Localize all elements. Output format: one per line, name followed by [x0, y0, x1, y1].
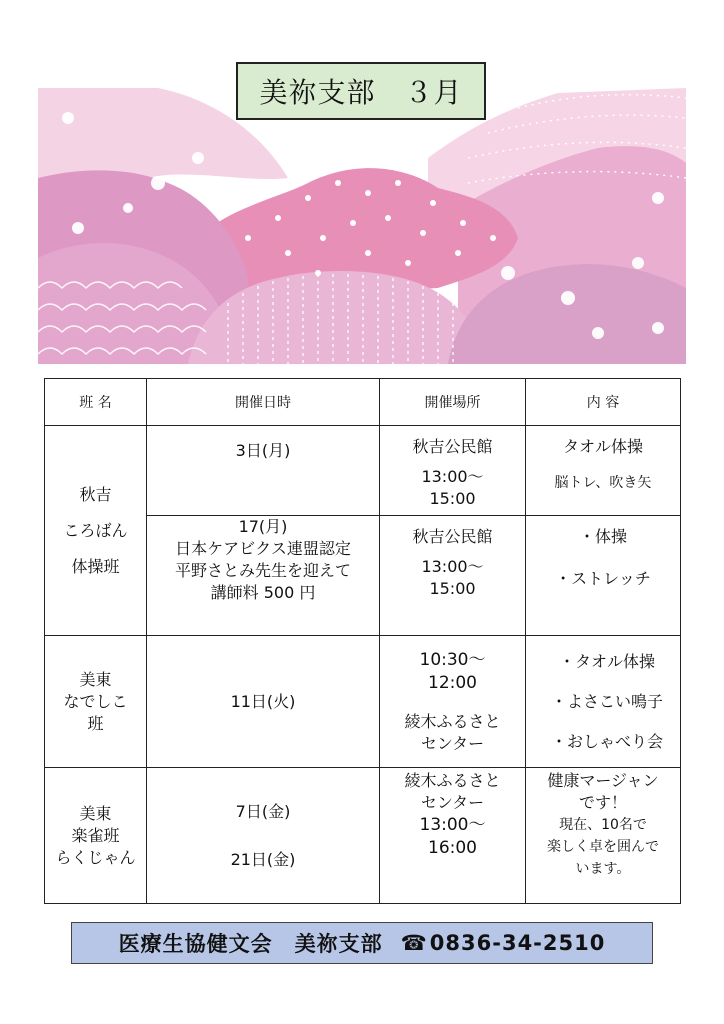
place-line: 12:00 [428, 672, 477, 693]
place-line: 16:00 [428, 838, 477, 858]
place-line: センター [420, 793, 485, 812]
content-line: 現在、10名で [559, 817, 647, 833]
header-group: 班 名 [45, 379, 147, 426]
group-name-line: なでしこ [63, 691, 128, 711]
date-line: 7日(金) [235, 801, 291, 821]
content-cell [526, 768, 681, 904]
content-line: 脳トレ、吹き矢 [554, 475, 652, 491]
header-place: 開催場所 [380, 379, 526, 426]
table-row [45, 768, 681, 904]
place-line: 10:30～ [419, 649, 486, 670]
table-header-row [45, 379, 681, 426]
date-line: 11日(火) [230, 691, 296, 711]
place-line: 13:00～ [419, 815, 486, 835]
group-name-line: 体操班 [71, 556, 120, 576]
page-title-text: 美祢支部 ３月 [259, 76, 463, 109]
group-name-line: ころばん [63, 520, 128, 540]
table-row [45, 426, 681, 516]
content-cell [526, 516, 681, 636]
group-name-line: 楽雀班 [71, 825, 120, 845]
content-cell [526, 426, 681, 516]
date-line: 17(月) [238, 517, 288, 536]
table-row [45, 636, 681, 768]
phone-icon: ☎ [400, 931, 428, 955]
place-line: 秋吉公民館 [412, 527, 493, 546]
date-line: 21日(金) [230, 849, 296, 869]
group-name-line: 美東 [79, 669, 112, 689]
group-cell [45, 426, 147, 636]
page-title [236, 62, 486, 120]
content-line: です！ [578, 793, 627, 812]
place-line: センター [420, 733, 485, 753]
content-line: 楽しく卓を囲んで [547, 839, 659, 855]
place-line: 13:00～ [421, 467, 484, 486]
place-cell [380, 636, 526, 768]
content-cell [526, 636, 681, 768]
place-line: 15:00 [429, 579, 476, 598]
date-cell [147, 516, 380, 636]
place-line: 綾木ふるさと [404, 711, 501, 731]
content-line: ・よさこい鳴子 [550, 691, 663, 711]
footer-phone: 0836-34-2510 [429, 931, 606, 955]
content-line: ・タオル体操 [558, 651, 655, 671]
place-cell [380, 768, 526, 904]
decorative-hills-illustration [38, 88, 686, 364]
schedule-table [44, 378, 681, 904]
footer-banner [71, 922, 653, 964]
group-name-line: 美東 [79, 803, 112, 823]
content-line: タオル体操 [562, 437, 643, 456]
content-line: ・ストレッチ [555, 569, 651, 588]
date-cell [147, 636, 380, 768]
date-cell [147, 768, 380, 904]
date-line: 講師料 500 円 [210, 583, 316, 602]
group-cell [45, 636, 147, 768]
footer-org: 医療生協健文会 美祢支部 [118, 932, 383, 956]
place-cell [380, 426, 526, 516]
group-cell [45, 768, 147, 904]
group-name-line: 秋吉 [79, 484, 112, 504]
date-line: 日本ケアビクス連盟認定 [175, 539, 351, 558]
place-line: 13:00～ [421, 557, 484, 576]
place-line: 秋吉公民館 [412, 437, 493, 456]
content-line: ・おしゃべり会 [550, 731, 663, 751]
content-line: 健康マージャン [547, 771, 659, 790]
group-name-line: らくじゃん [55, 847, 136, 867]
place-line: 綾木ふるさと [404, 771, 501, 790]
place-line: 15:00 [429, 489, 476, 508]
header-date: 開催日時 [147, 379, 380, 426]
date-line: 平野さとみ先生を迎えて [174, 561, 351, 580]
content-line: ・体操 [578, 527, 627, 546]
group-name-line: 班 [87, 713, 104, 733]
date-line: 3日(月) [235, 441, 291, 460]
date-cell [147, 426, 380, 516]
content-line: います。 [575, 861, 631, 877]
place-cell [380, 516, 526, 636]
header-content: 内 容 [526, 379, 681, 426]
